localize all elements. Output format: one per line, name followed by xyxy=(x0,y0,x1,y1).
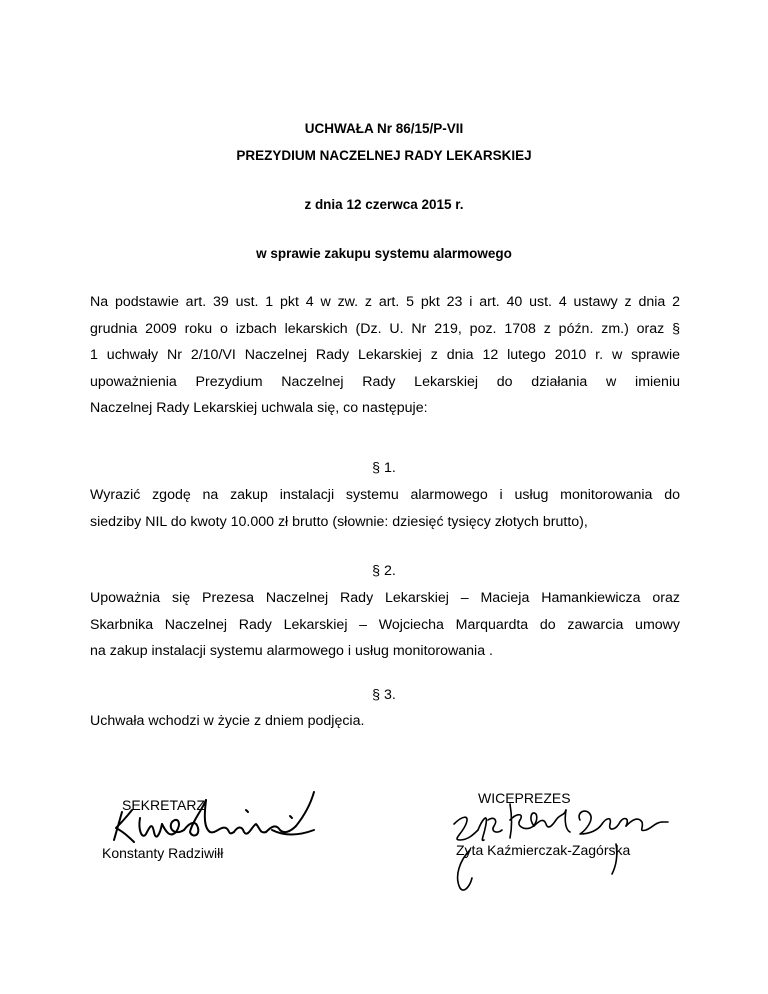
preamble-line: Na podstawie art. 39 ust. 1 pkt 4 w zw. z art. 5 pkt 23 i art. 40 ust. 4 ustawy z dnia 2 xyxy=(90,294,680,310)
section-line: Upoważnia się Prezesa Naczelnej Rady Lekarskiej – Macieja Hamankiewicza oraz xyxy=(90,590,680,606)
section-1-mark: § 1. xyxy=(372,460,396,476)
left-signatory-name: Konstanty Radziwiłł xyxy=(102,845,224,861)
preamble-line: Naczelnej Rady Lekarskiej uchwala się, co następuje: xyxy=(90,400,428,416)
preamble-line: 1 uchwały Nr 2/10/VI Naczelnej Rady Lekarskiej z dnia 12 lutego 2010 r. w sprawie xyxy=(90,347,680,363)
section-line: na zakup instalacji systemu alarmowego i usług monitorowania . xyxy=(90,643,493,659)
issuing-body: PREZYDIUM NACZELNEJ RADY LEKARSKIEJ xyxy=(236,148,532,163)
section-2-mark: § 2. xyxy=(372,563,396,579)
preamble-line: upoważnienia Prezydium Naczelnej Rady Lekarskiej do działania w imieniu xyxy=(90,373,680,390)
section-3-mark: § 3. xyxy=(372,687,396,703)
resolution-subject: w sprawie zakupu systemu alarmowego xyxy=(256,246,512,261)
resolution-number: UCHWAŁA Nr 86/15/P-VII xyxy=(304,121,464,136)
section-1-text xyxy=(90,482,680,535)
section-line: siedziby NIL do kwoty 10.000 zł brutto (słownie: dziesięć tysięcy złotych brutto), xyxy=(90,513,588,530)
left-signatory-role: SEKRETARZ xyxy=(122,797,205,813)
section-3-text xyxy=(90,708,680,735)
preamble-line: grudnia 2009 roku o izbach lekarskich (Dz. U. Nr 219, poz. 1708 z późn. zm.) oraz § xyxy=(90,320,680,337)
preamble-paragraph xyxy=(90,289,680,422)
resolution-date: z dnia 12 czerwca 2015 r. xyxy=(304,197,464,212)
section-line: Wyrazić zgodę na zakup instalacji systemu alarmowego i usług monitorowania do xyxy=(90,487,680,503)
section-2-text xyxy=(90,585,680,665)
right-signatory-role: WICEPREZES xyxy=(478,790,571,806)
right-signatory-name: Zyta Kaźmierczak-Zagórska xyxy=(456,842,631,858)
section-line: Uchwała wchodzi w życie z dniem podjęcia. xyxy=(90,713,365,729)
section-line: Skarbnika Naczelnej Rady Lekarskiej – Wojciecha Marquardta do zawarcia umowy xyxy=(90,616,680,633)
